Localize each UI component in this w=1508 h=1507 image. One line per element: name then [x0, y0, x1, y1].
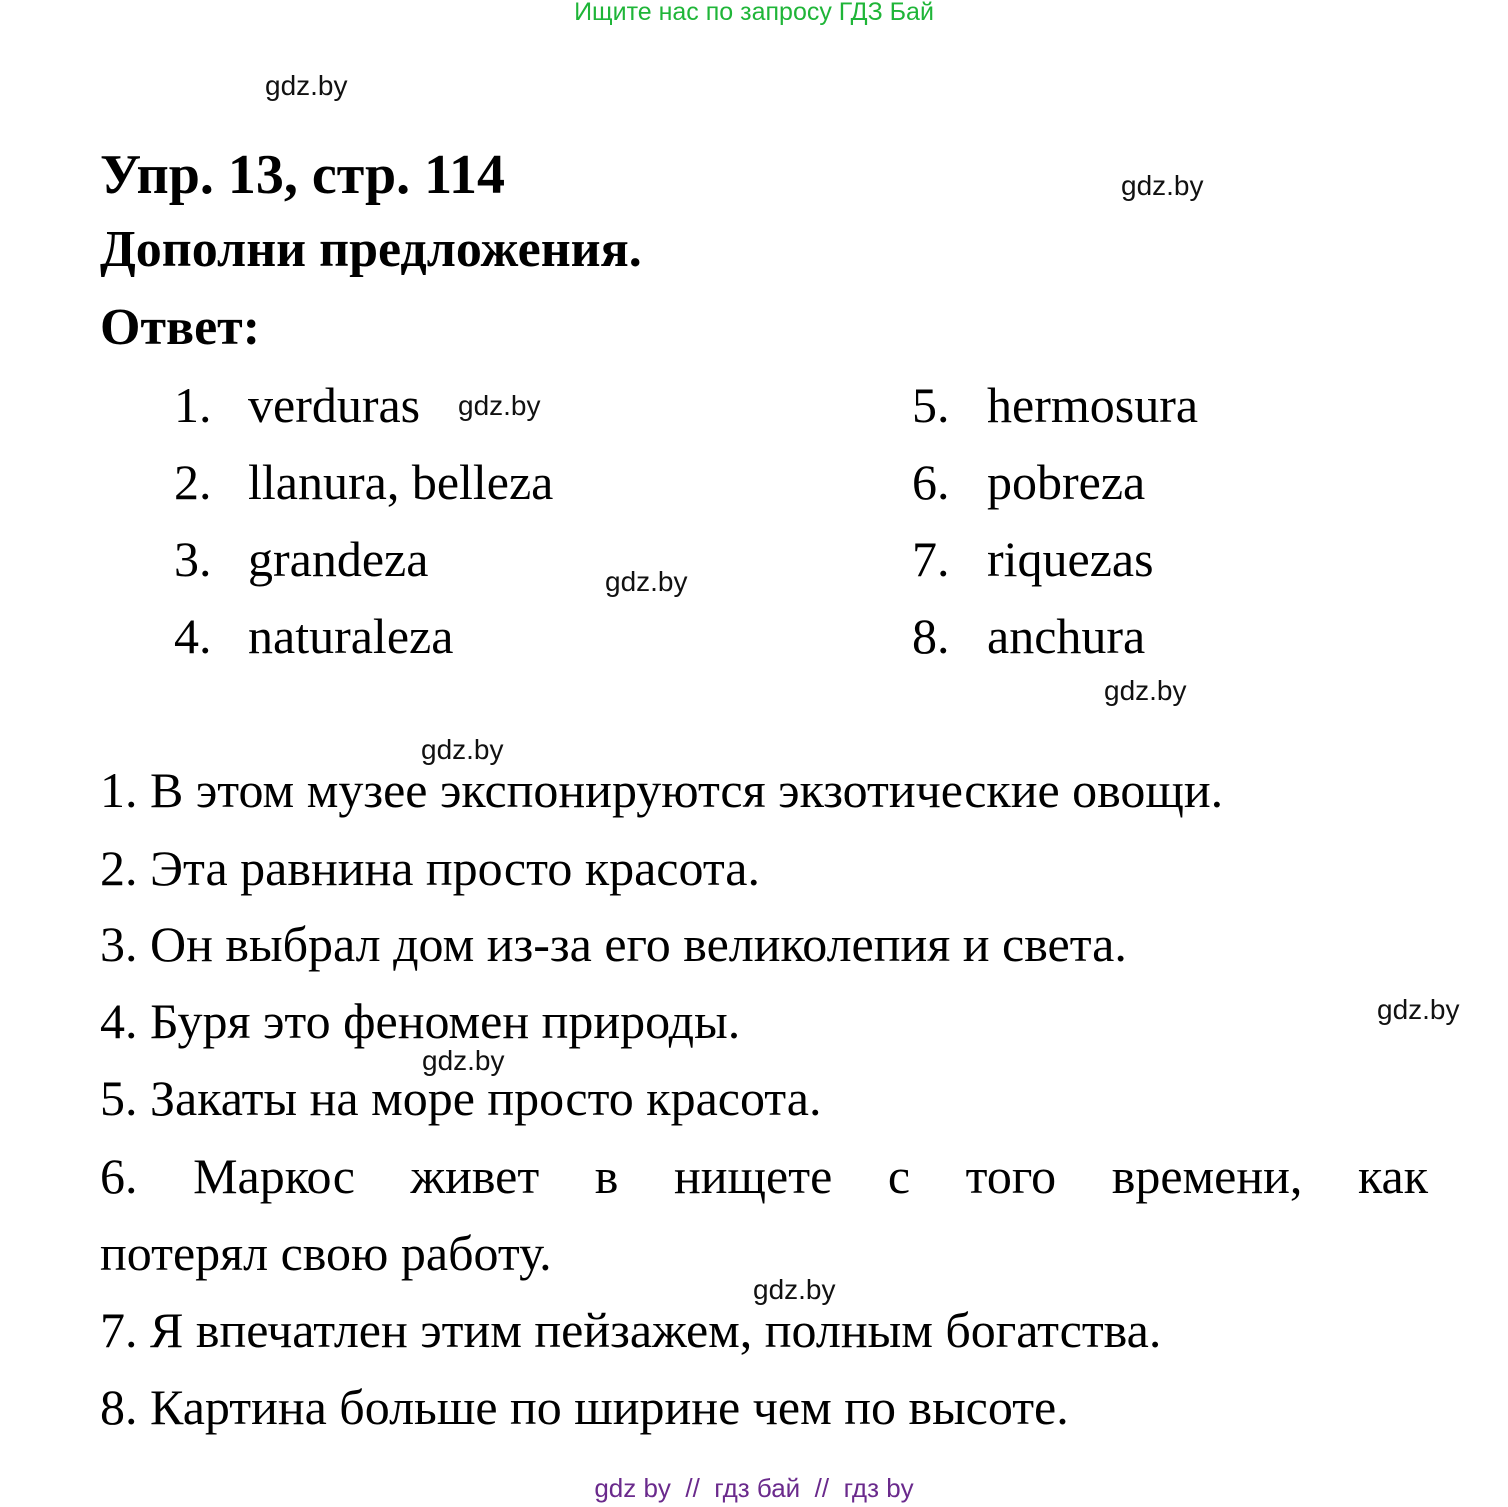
watermark: gdz.by [1377, 994, 1460, 1025]
sentence-continuation: потерял свою работу. [100, 1225, 552, 1281]
exercise-title: Упр. 13, стр. 114 [100, 144, 506, 206]
sentence: 3. Он выбрал дом из-за его великолепия и света. [100, 916, 1127, 972]
watermark: gdz.by [265, 70, 348, 101]
answer-number: 1. [174, 377, 212, 433]
answer-number: 3. [174, 531, 212, 587]
answer-word: naturaleza [248, 608, 454, 664]
watermark: gdz.by [421, 734, 504, 765]
watermark: gdz.by [422, 1045, 505, 1076]
watermark: gdz.by [458, 390, 541, 421]
footer-links [0, 1473, 1508, 1504]
sentence: 7. Я впечатлен этим пейзажем, полным богатства. [100, 1302, 1162, 1358]
sentence: 6. Маркос живет в нищете с того времени, как [100, 1148, 1428, 1204]
watermark: gdz.by [605, 566, 688, 597]
task-statement: Дополни предложения. [100, 221, 642, 278]
watermark: gdz.by [1104, 675, 1187, 706]
answer-number: 8. [912, 608, 950, 664]
answer-word: anchura [987, 608, 1146, 664]
answer-word: llanura, belleza [248, 454, 554, 510]
answer-word: verduras [248, 377, 421, 433]
sentence: 2. Эта равнина просто красота. [100, 840, 760, 896]
footer-link[interactable]: гдз by [843, 1473, 914, 1503]
footer-link[interactable]: gdz by [594, 1473, 671, 1503]
footer-separator: // [814, 1473, 830, 1503]
sentence: 8. Картина больше по ширине чем по высоте. [100, 1379, 1069, 1435]
answer-number: 5. [912, 377, 950, 433]
answer-label: Ответ: [100, 299, 261, 356]
answer-number: 7. [912, 531, 950, 587]
sentence: 5. Закаты на море просто красота. [100, 1070, 822, 1126]
footer-link[interactable]: гдз бай [714, 1473, 801, 1503]
answer-word: grandeza [248, 531, 429, 587]
top-banner[interactable]: Ищите нас по запросу ГДЗ Бай [574, 0, 934, 26]
answer-number: 4. [174, 608, 212, 664]
answer-word: pobreza [987, 454, 1146, 510]
sentence: 1. В этом музее экспонируются экзотические овощи. [100, 762, 1224, 818]
watermark: gdz.by [1121, 170, 1204, 201]
sentence: 4. Буря это феномен природы. [100, 993, 741, 1049]
watermark: gdz.by [753, 1274, 836, 1305]
answer-word: hermosura [987, 377, 1199, 433]
answer-word: riquezas [987, 531, 1154, 587]
answer-number: 6. [912, 454, 950, 510]
answer-number: 2. [174, 454, 212, 510]
footer-separator: // [685, 1473, 700, 1503]
